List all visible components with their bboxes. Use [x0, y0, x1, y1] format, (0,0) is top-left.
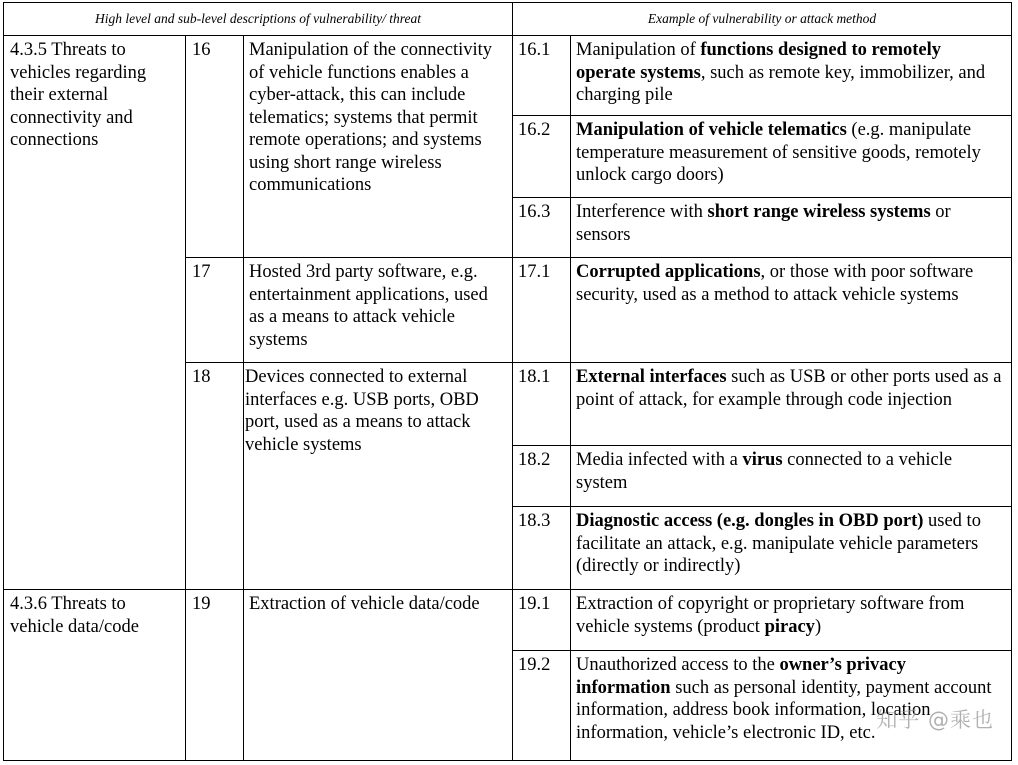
threat-description: Hosted 3rd party software, e.g. entertainment applications, used as a means to attack vehicle systems: [244, 258, 513, 363]
text-run: such as personal identity, payment account information, address book information, location information, vehicle’s electronic ID, etc.: [576, 677, 992, 743]
table-header-row: [4, 3, 1012, 36]
header-attack-example: Example of vulnerability or attack method: [513, 3, 1012, 36]
text-run: , or those with poor software security, used as a method to attack vehicle systems: [576, 262, 974, 305]
bold-text-run: piracy: [764, 616, 815, 637]
example-number: 18.3: [513, 507, 571, 590]
example-description: [571, 36, 1012, 116]
text-run: , such as remote key, immobilizer, and charging pile: [576, 62, 986, 105]
example-number: 16.1: [513, 36, 571, 116]
vulnerability-table: [3, 2, 1012, 761]
example-number: 19.2: [513, 651, 571, 761]
header-threat-description: High level and sub-level descriptions of vulnerability/ threat: [4, 3, 513, 36]
text-run: Extraction of copyright or proprietary software from vehicle systems (product: [576, 594, 965, 637]
text-run: Media infected with a: [576, 450, 743, 470]
example-number: 19.1: [513, 590, 571, 651]
text-run: (e.g. manipulate temperature measurement of sensitive goods, remotely unlock cargo doors): [576, 120, 981, 185]
threat-description: Extraction of vehicle data/code: [244, 590, 513, 761]
threat-number: 17: [186, 258, 244, 363]
text-run: Unauthorized access to the: [576, 655, 780, 675]
example-number: 16.3: [513, 198, 571, 258]
example-description: [571, 198, 1012, 258]
example-number: 16.2: [513, 116, 571, 198]
text-run: such as USB or other ports used as a point of attack, for example through code injection: [576, 367, 1002, 410]
example-description: [571, 590, 1012, 651]
threat-description: Devices connected to external interfaces e.g. USB ports, OBD port, used as a means to attack vehicle systems: [244, 363, 513, 590]
example-description: [571, 446, 1012, 507]
section-title: 4.3.5 Threats to vehicles regarding their external connectivity and connections: [4, 36, 186, 590]
text-run: Manipulation of: [576, 40, 701, 60]
table-row: [4, 590, 1012, 651]
example-number: 18.2: [513, 446, 571, 507]
threat-number: 19: [186, 590, 244, 761]
text-run: or sensors: [576, 202, 951, 245]
bold-text-run: External interfaces: [576, 367, 727, 387]
threat-number: 18: [186, 363, 244, 590]
section-title: 4.3.6 Threats to vehicle data/code: [4, 590, 186, 761]
table-row: [4, 36, 1012, 116]
example-description: [571, 258, 1012, 363]
bold-text-run: Diagnostic access (e.g. dongles in OBD port): [576, 511, 924, 531]
example-number: 18.1: [513, 363, 571, 446]
threat-description: Manipulation of the connectivity of vehicle functions enables a cyber-attack, this can include telematics; systems that permit remote operations; and systems using short range wireless communications: [244, 36, 513, 258]
bold-text-run: Corrupted applications: [576, 262, 761, 282]
text-run: connected to a vehicle system: [576, 450, 953, 493]
watermark: 知乎 @乘也: [876, 708, 994, 732]
bold-text-run: virus: [742, 450, 783, 470]
example-description: [571, 363, 1012, 446]
example-number: 17.1: [513, 258, 571, 363]
text-run: used to facilitate an attack, e.g. manipulate vehicle parameters (directly or indirectly): [576, 511, 981, 576]
bold-text-run: owner’s privacy information: [576, 655, 906, 698]
text-run: ): [814, 616, 822, 637]
example-description: [571, 116, 1012, 198]
example-description: [571, 507, 1012, 590]
bold-text-run: Manipulation of vehicle telematics: [576, 120, 847, 140]
bold-text-run: short range wireless systems: [707, 202, 931, 222]
threat-number: 16: [186, 36, 244, 258]
bold-text-run: functions designed to remotely operate systems: [576, 40, 942, 83]
text-run: Interference with: [576, 202, 708, 222]
